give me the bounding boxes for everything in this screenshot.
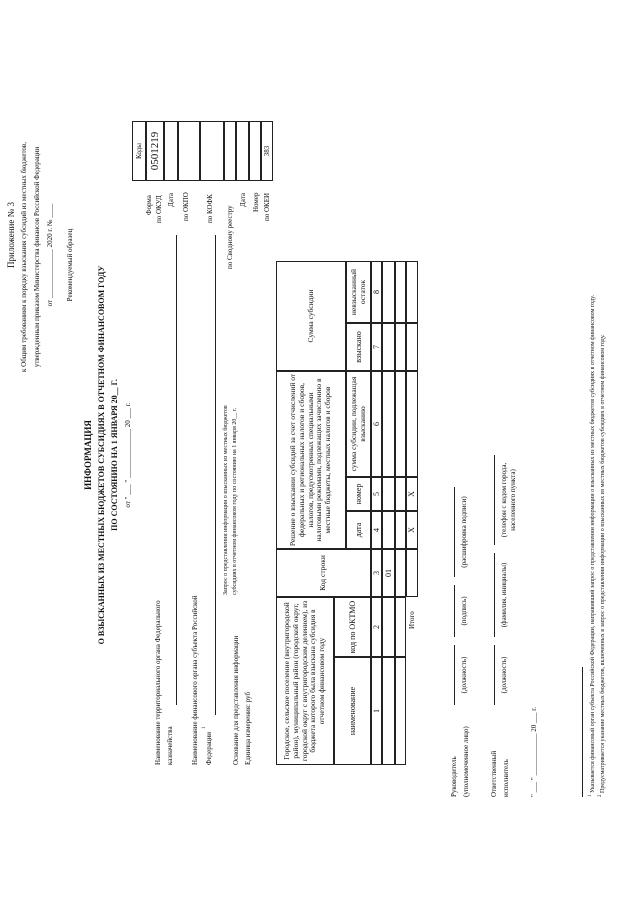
col-num: 1 <box>371 657 382 765</box>
request-text: Запрос о представлении информации о взысканных из местных бюджетов <box>223 405 229 595</box>
collected-column-header: взыскано <box>346 323 371 371</box>
sig-decoding-line[interactable] <box>454 487 455 577</box>
code-date2-value[interactable] <box>236 121 249 181</box>
data-cell-oktmo[interactable] <box>395 597 406 657</box>
footnote-1: $^1$ Указывается финансовый орган субъекта Российской Федерации, направивший запрос о представлении информации о взысканных из местных бюджетов субсидиях в отчетном финансовом году. <box>588 295 596 797</box>
code-label-date: Дата <box>167 193 175 207</box>
caption-decoding: (расшифровка подписи) <box>460 496 468 568</box>
data-cell-collected[interactable] <box>395 323 406 371</box>
recommended-sample: Рекомендуемый образец <box>66 228 74 302</box>
data-cell-code[interactable] <box>395 549 406 597</box>
code-label-okpo: по ОКПО <box>182 192 190 221</box>
name-column-header: наименование <box>334 657 371 765</box>
footnote-2: $^2$ Предусматривается указание местных бюджетов, включенных в запрос о представлении информации о взысканных из местных бюджетов субсидиях в отчетном финансовом году. <box>598 334 606 797</box>
codes-header: Коды <box>132 121 146 181</box>
label-finance-body-2: Федерации <box>205 731 213 765</box>
caption-fio: (фамилия, инициалы) <box>500 562 508 628</box>
caption-exec-position: (должность) <box>500 656 508 694</box>
caption-position: (должность) <box>460 656 468 694</box>
title-word: ИНФОРМАЦИЯ <box>83 420 93 490</box>
total-x-date: X <box>406 511 418 549</box>
col-num: 4 <box>371 511 382 549</box>
data-cell-collected[interactable] <box>382 323 395 371</box>
code-label-kofk: по КОФК <box>206 194 214 223</box>
title-date: от " ___ " ______________ 20 ___ г. <box>124 402 132 508</box>
total-sum-due[interactable] <box>406 371 418 477</box>
sig-head: Руководитель <box>450 756 458 797</box>
mun-header: Городское, сельское поселение (внутригородской район), муниципальный район (городской округ, городской округ с внутригородским делением), из бюджета которого была взыскана субсидия в отчетном финансовом году <box>276 597 334 765</box>
label-federal-treasury-2: казначейства <box>166 726 174 765</box>
data-cell-sum-due[interactable] <box>395 371 406 477</box>
col-num: 6 <box>371 371 382 477</box>
number-column-header: номер <box>346 477 371 511</box>
title-line: ПО СОСТОЯНИЮ НА 1 ЯНВАРЯ 20__ Г. <box>110 379 119 531</box>
sig-executor-2: исполнитель <box>502 759 510 797</box>
total-x-number: X <box>406 477 418 511</box>
sum-due-column-header: сумма субсидии, подлежащая взысканию <box>346 371 371 477</box>
code-kofk-value[interactable] <box>200 121 224 181</box>
sig-exec-phone-line[interactable] <box>494 455 495 545</box>
data-cell-code: 01 <box>382 549 395 597</box>
total-label: Итого <box>408 611 416 629</box>
sig-signature-line[interactable] <box>454 585 455 637</box>
col-num: 2 <box>371 597 382 657</box>
sig-exec-position-line[interactable] <box>494 645 495 705</box>
col-num: 8 <box>371 261 382 323</box>
footnote-divider <box>582 667 583 797</box>
caption-phone: (телефон с кодом города, <box>500 462 508 538</box>
sum-header: Сумма субсидии <box>276 261 346 371</box>
code-label-date-2: Дата <box>239 193 247 207</box>
label-unit: Единица измерения: руб <box>244 691 252 765</box>
data-cell-date[interactable] <box>382 511 395 549</box>
remainder-column-header: невзысканный остаток <box>346 261 371 323</box>
finance-body-line[interactable] <box>215 235 216 715</box>
date-column-header: дата <box>346 511 371 549</box>
total-remainder[interactable] <box>406 261 418 323</box>
data-cell-number[interactable] <box>395 477 406 511</box>
label-basis: Основание для представления информации <box>232 635 240 765</box>
code-label-form: Форма <box>145 195 153 215</box>
sig-position-line[interactable] <box>454 645 455 705</box>
label-federal-treasury: Наименование территориального органа Федерального <box>154 600 162 765</box>
code-registry-value[interactable] <box>224 121 236 181</box>
data-cell-date[interactable] <box>395 511 406 549</box>
sig-date: " ___ " ____________ 20 ___ г. <box>530 706 538 797</box>
sig-exec-fio-line[interactable] <box>494 553 495 637</box>
col-num: 3 <box>371 549 382 597</box>
appendix-number: Приложение № 3 <box>6 202 16 268</box>
data-cell-oktmo[interactable] <box>382 597 395 657</box>
col-num: 7 <box>371 323 382 371</box>
caption-phone-2: населенного пункта) <box>509 469 517 531</box>
title-line: О ВЗЫСКАННЫХ ИЗ МЕСТНЫХ БЮДЖЕТОВ СУБСИДИЯХ В ОТЧЕТНОМ ФИНАНСОВОМ ГОДУ <box>97 265 106 645</box>
appendix-line: к Общим требованиям к порядку взыскания субсидий из местных бюджетов, <box>20 142 28 372</box>
data-cell-remainder[interactable] <box>382 261 395 323</box>
federal-treasury-line[interactable] <box>176 235 177 705</box>
total-collected[interactable] <box>406 323 418 371</box>
footnote-mark: 1 <box>202 726 207 729</box>
decision-header: Решение о взыскании субсидий за счет отчислений от федеральных и региональных налогов и сборов, налогов, предусмотренных специальными налоговыми режимами, подлежащих зачислению в местные бюджеты, местных налогов и сборов <box>276 371 346 549</box>
total-cell-code <box>406 549 418 597</box>
data-cell-sum-due[interactable] <box>382 371 395 477</box>
sig-executor: Ответственный <box>490 750 498 797</box>
data-cell-name[interactable] <box>395 657 406 765</box>
data-cell-name[interactable] <box>382 657 395 765</box>
code-label-number: Номер <box>252 192 260 212</box>
request-text-2: субсидиях в отчетном финансовом году по состоянию на 1 января 20__ г. <box>232 407 238 595</box>
appendix-line: утвержденным приказом Министерства финансов Российской Федерации <box>33 146 41 368</box>
data-cell-number[interactable] <box>382 477 395 511</box>
code-column-header: Код строки <box>276 549 371 597</box>
code-okei-value[interactable]: 383 <box>261 121 273 181</box>
code-label-registry: по Сводному реестру <box>226 205 234 269</box>
code-label-okei: по ОКЕИ <box>263 192 271 221</box>
code-okud-value[interactable]: 0501219 <box>146 121 164 181</box>
appendix-date: от ______________ 2020 г. № ____ <box>46 203 54 307</box>
code-number-value[interactable] <box>249 121 261 181</box>
data-cell-remainder[interactable] <box>395 261 406 323</box>
oktmo-column-header: код по ОКТМО <box>334 597 371 657</box>
col-num: 5 <box>371 477 382 511</box>
sig-head-2: (уполномоченное лицо) <box>462 726 470 797</box>
label-finance-body: Наименование финансового органа субъекта Российской <box>191 595 199 765</box>
code-label-okud: по ОКУД <box>155 195 163 223</box>
code-okpo-value[interactable] <box>178 121 200 181</box>
caption-signature: (подпись) <box>460 596 468 626</box>
code-date-value[interactable] <box>164 121 178 181</box>
